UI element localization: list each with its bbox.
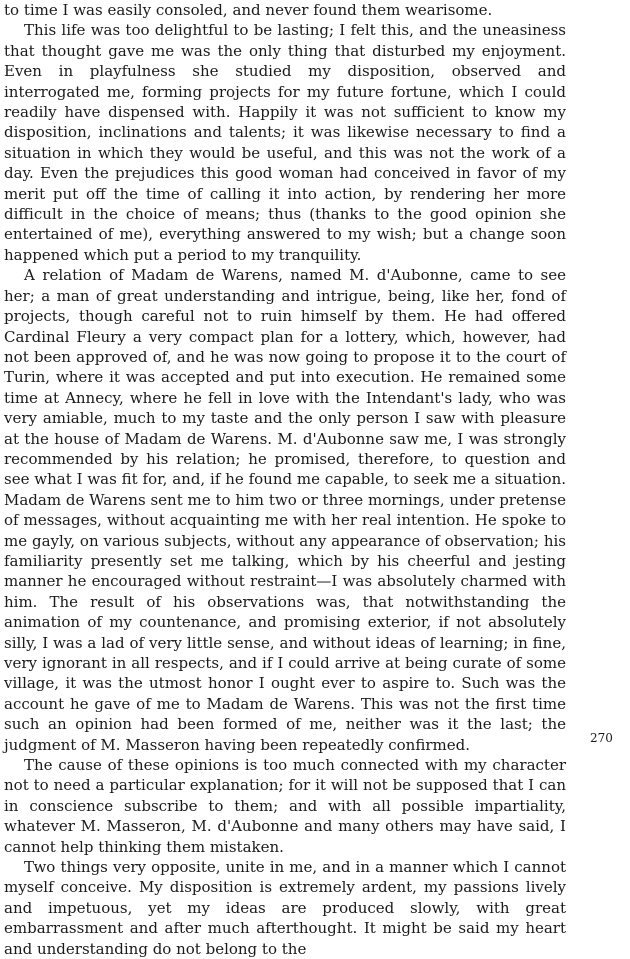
paragraph-cause-of-opinions: The cause of these opinions is too much connected with my character not to need a particular explanation; for it will not be supposed that I can in conscience subscribe to them; and with all possible impartiality, whatever M. Masseron, M. d'Aubonne and many others may have said, I cannot help thinking them mistaken.	[4, 756, 566, 856]
paragraph-two-things-opposite: Two things very opposite, unite in me, and in a manner which I cannot myself conceive. My disposition is extremely ardent, my passions lively and impetuous, yet my ideas are produced slowly, with great embarrassment and after much afterthought. It might be said my heart and understanding do not belong to the	[4, 858, 566, 958]
page-number: 270	[590, 731, 613, 745]
paragraph-continuation: to time I was easily consoled, and never found them wearisome.	[4, 1, 493, 19]
paragraph-m-daubonne: A relation of Madam de Warens, named M. d'Aubonne, came to see her; a man of great understanding and intrigue, being, like her, fond of projects, though careful not to ruin himself by them. He had offered Cardinal Fleury a very compact plan for a lottery, which, however, had not been approved of, and he was now going to propose it to the court of Turin, where it was accepted and put into execution. He remained some time at Annecy, where he fell in love with the Intendant's lady, who was very amiable, much to my taste and the only person I saw with pleasure at the house of Madam de Warens. M. d'Aubonne saw me, I was strongly recommended by his relation; he promised, therefore, to question and see what I was fit for, and, if he found me capable, to seek me a situation. Madam de Warens sent me to him two or three mornings, under pretense of messages, without acquainting me with her real intention. He spoke to me gayly, on various subjects, without any appearance of observation; his familiarity presently set me talking, which by his cheerful and jesting manner he encouraged without restraint—I was absolutely charmed with him. The result of his observations was, that notwithstanding the animation of my countenance, and promising exterior, if not absolutely silly, I was a lad of very little sense, and without ideas of learning; in fine, very ignorant in all respects, and if I could arrive at being curate of some village, it was the utmost honor I ought ever to aspire to. Such was the account he gave of me to Madam de Warens. This was not the first time such an opinion had been formed of me, neither was it the last; the judgment of M. Masseron having been repeatedly confirmed.	[4, 266, 566, 754]
page-body	[4, 0, 566, 959]
paragraph-life-too-delightful: This life was too delightful to be lasting; I felt this, and the uneasiness that thought gave me was the only thing that disturbed my enjoyment. Even in playfulness she studied my disposition, observed and interrogated me, forming projects for my future fortune, which I could readily have dispensed with. Happily it was not sufficient to know my disposition, inclinations and talents; it was likewise necessary to find a situation in which they would be useful, and this was not the work of a day. Even the prejudices this good woman had conceived in favor of my merit put off the time of calling it into action, by rendering her more difficult in the choice of means; thus (thanks to the good opinion she entertained of me), everything answered to my wish; but a change soon happened which put a period to my tranquility.	[4, 21, 566, 264]
